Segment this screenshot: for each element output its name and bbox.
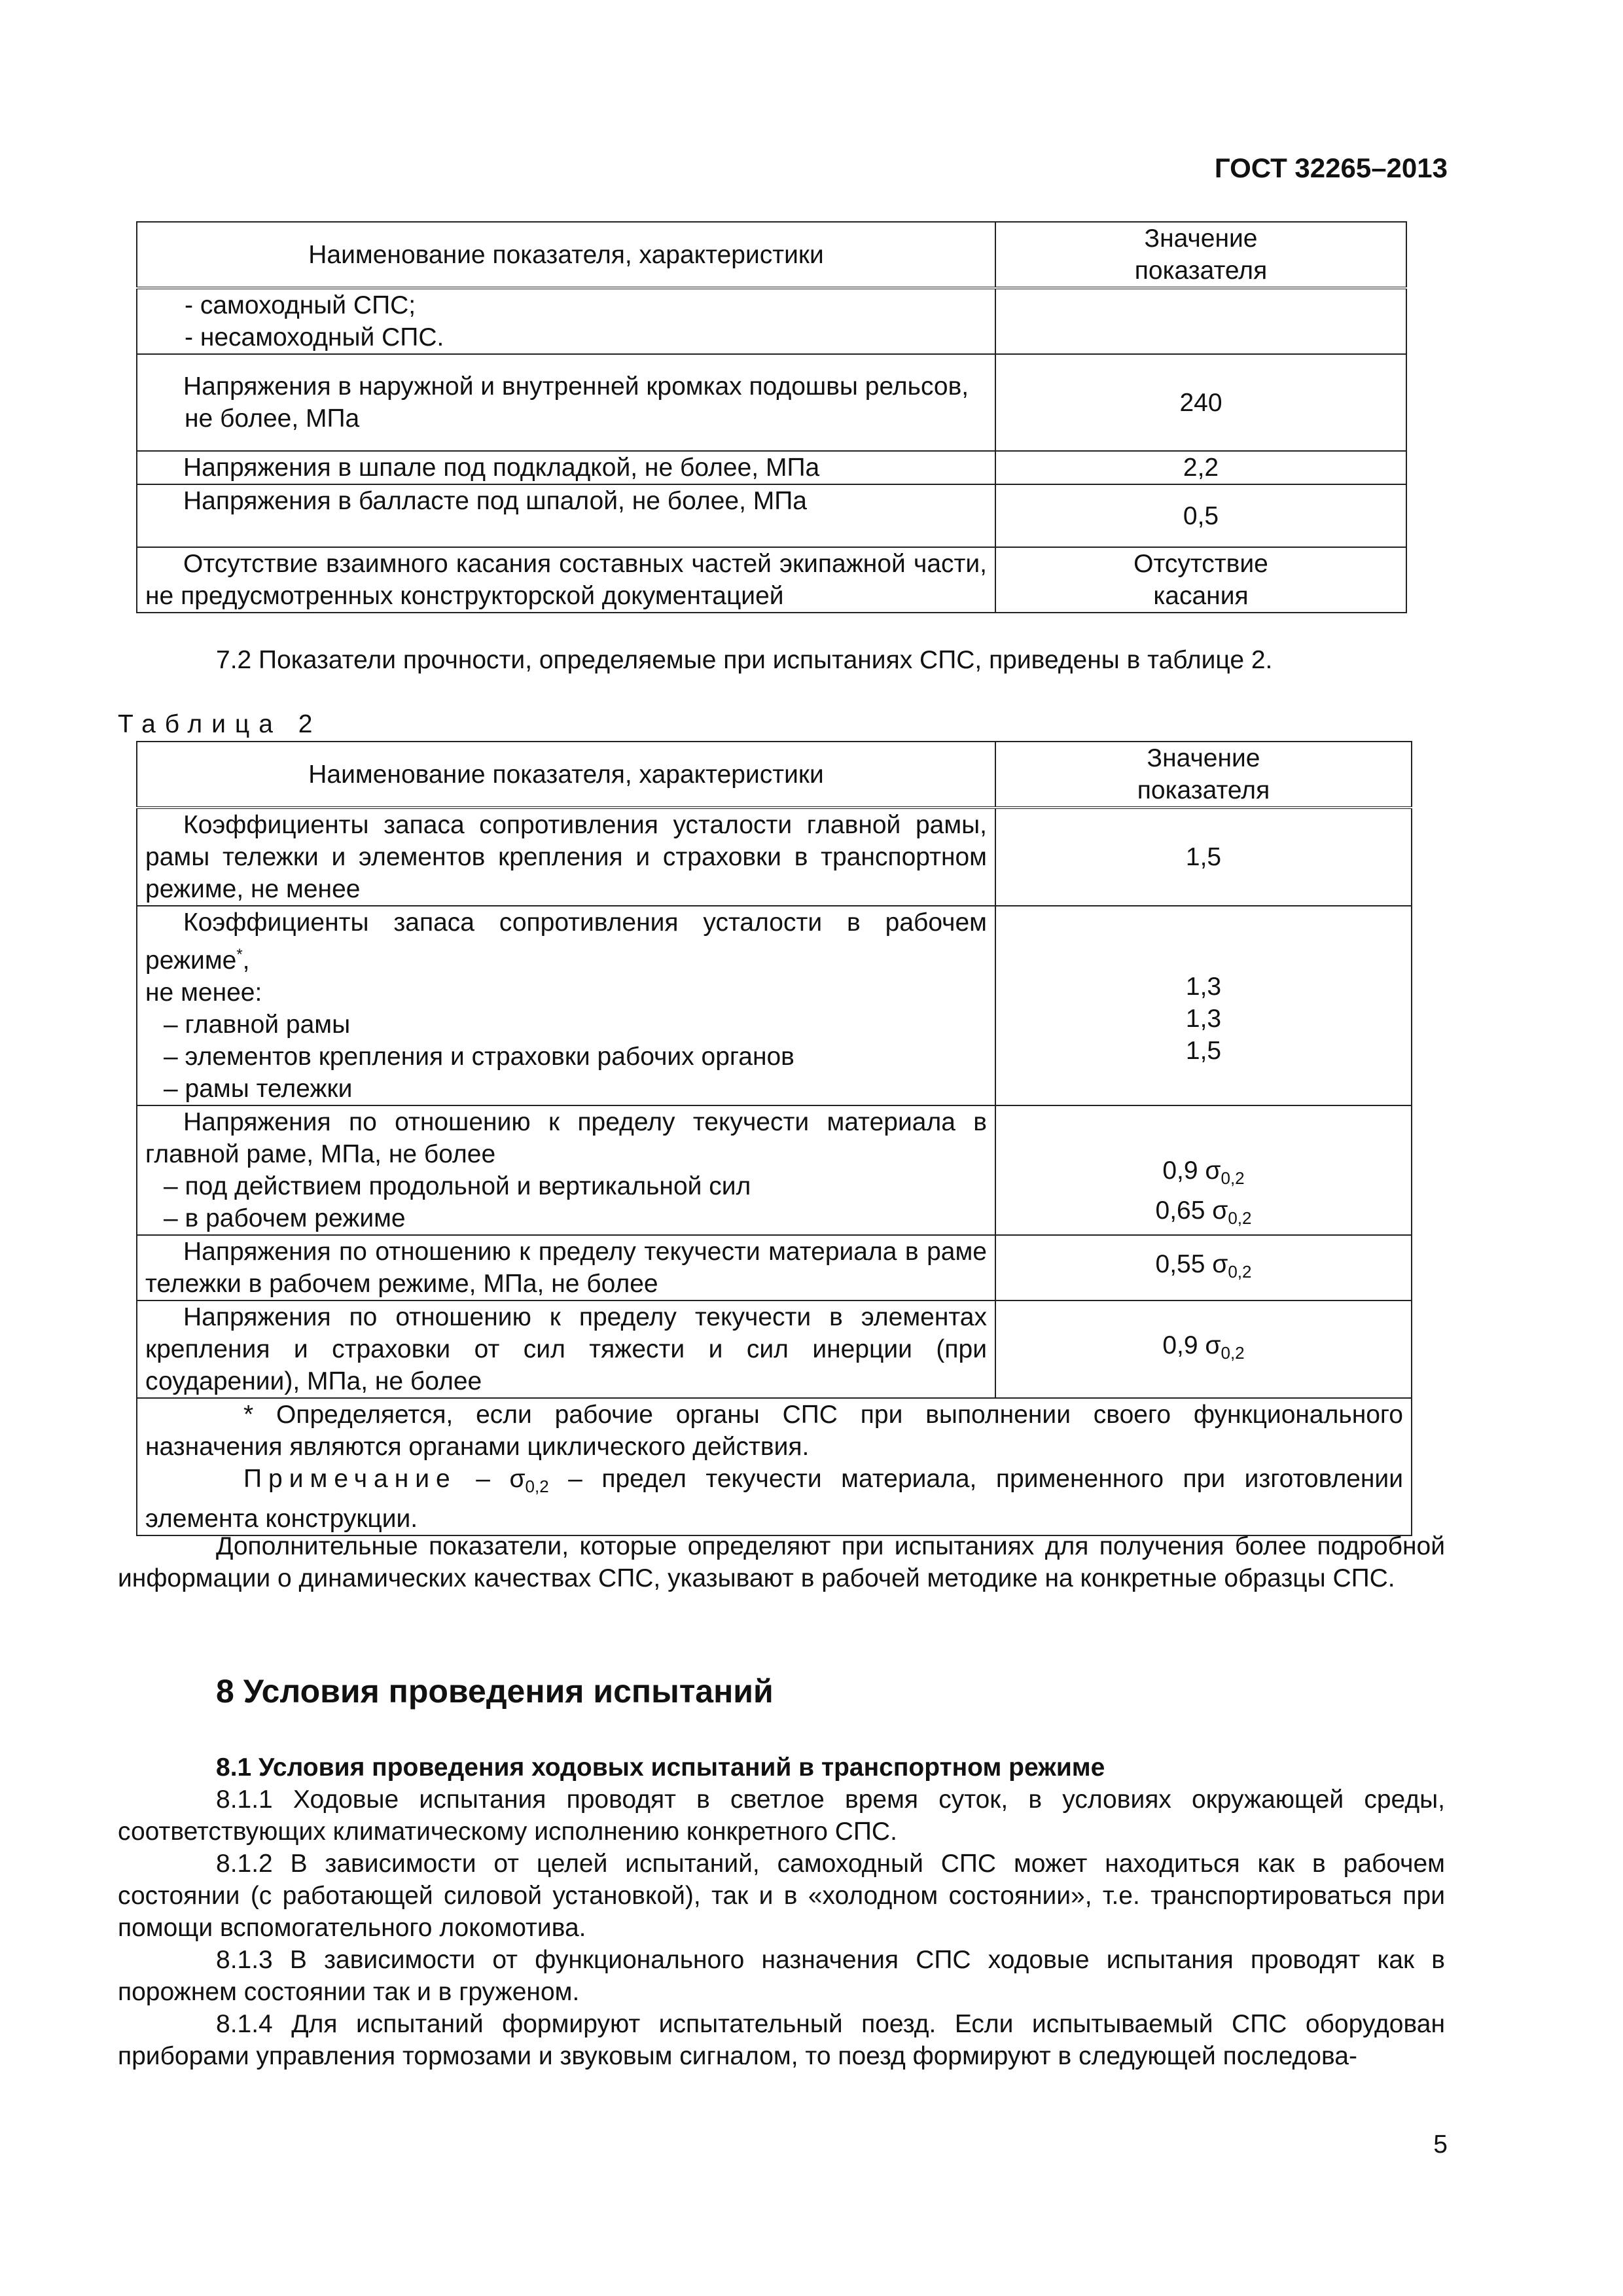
paragraph-8-1-2: 8.1.2 В зависимости от целей испытаний, самоходный СПС может находиться как в рабочем состоянии (с работающей силовой установкой), так и в «холодном состоянии», т.е. транспортироваться при помощи вспомогательного локомотива. bbox=[118, 1850, 1445, 1942]
table-row bbox=[137, 906, 1412, 1105]
table-1-continuation bbox=[136, 221, 1407, 613]
row-value: 1,5 bbox=[1185, 1037, 1222, 1065]
table-row bbox=[137, 1105, 1412, 1235]
list-item: - несамоходный СПС. bbox=[185, 323, 444, 351]
column-header-value-line1: Значение bbox=[1147, 744, 1260, 772]
row-value-line1: Отсутствие bbox=[1133, 550, 1268, 578]
row-text: Напряжения в наружной и внутренней кромках подошвы рельсов, bbox=[183, 372, 969, 401]
table-row bbox=[137, 288, 1406, 354]
table-2 bbox=[136, 741, 1412, 1536]
row-name bbox=[137, 484, 995, 547]
row-text: Напряжения по отношению к пределу текучести материала в раме тележки в рабочем режиме, МПа, не более bbox=[145, 1238, 987, 1298]
table-row bbox=[137, 1235, 1412, 1300]
note-subscript: 0,2 bbox=[525, 1477, 549, 1496]
row-values bbox=[995, 906, 1412, 1105]
row-value: 1,3 bbox=[1185, 1005, 1222, 1033]
row-text-comma: , bbox=[242, 946, 250, 975]
row-value-line2: касания bbox=[1153, 582, 1249, 610]
row-text: Напряжения по отношению к пределу текучести в элементах крепления и страховки от сил тяжести и сил инерции (при соударении), МПа, не более bbox=[145, 1303, 987, 1395]
column-header-name: Наименование показателя, характеристики bbox=[137, 222, 995, 288]
row-text: Напряжения по отношению к пределу текучести материала в главной раме, МПа, не более bbox=[145, 1108, 987, 1168]
paragraph-7-2 bbox=[118, 644, 1445, 676]
footnote-marker: * bbox=[236, 946, 243, 963]
row-name bbox=[137, 1105, 995, 1235]
row-value bbox=[1004, 1155, 1403, 1194]
section-8-title: 8 Условия проведения испытаний bbox=[216, 1673, 774, 1710]
value-base: 0,9 σ bbox=[1162, 1331, 1221, 1359]
row-text-main: Коэффициенты запаса сопротивления усталости в рабочем режиме bbox=[145, 908, 987, 975]
value-subscript: 0,2 bbox=[1221, 1343, 1245, 1363]
paragraph-8-1-1: 8.1.1 Ходовые испытания проводят в светлое время суток, в условиях окружающей среды, соответствующих климатическому исполнению конкретного СПС. bbox=[118, 1785, 1445, 1846]
table-row bbox=[137, 1300, 1412, 1398]
column-header-name: Наименование показателя, характеристики bbox=[137, 742, 995, 808]
table-row bbox=[137, 808, 1412, 906]
column-header-value bbox=[995, 222, 1406, 288]
value-subscript: 0,2 bbox=[1228, 1261, 1252, 1282]
footnote: * Определяется, если рабочие органы СПС при выполнении своего функционального назначения являются органами циклического действия. bbox=[145, 1401, 1403, 1461]
row-values bbox=[995, 1105, 1412, 1235]
column-header-value-line1: Значение bbox=[1144, 224, 1258, 253]
section-8-1 bbox=[118, 1751, 1445, 2072]
table-row bbox=[137, 547, 1406, 613]
table-row bbox=[137, 484, 1406, 547]
row-text-tail: не более, МПа bbox=[185, 404, 360, 433]
row-value: 0,5 bbox=[995, 484, 1406, 547]
list-item: – в рабочем режиме bbox=[164, 1204, 406, 1232]
row-name bbox=[137, 1235, 995, 1300]
subsection-8-1-title: 8.1 Условия проведения ходовых испытаний в транспортном режиме bbox=[216, 1753, 1105, 1782]
paragraph-additional bbox=[118, 1530, 1445, 1594]
table-2-label: Таблица 2 bbox=[118, 710, 322, 738]
list-item: – рамы тележки bbox=[164, 1075, 353, 1103]
row-name bbox=[137, 906, 995, 1105]
table-note bbox=[145, 1463, 1403, 1535]
value-base: 0,55 σ bbox=[1155, 1249, 1228, 1278]
paragraph-8-1-3: 8.1.3 В зависимости от функционального назначения СПС ходовые испытания проводят как в порожнем состоянии так и в груженом. bbox=[118, 1946, 1445, 2006]
table-row bbox=[137, 451, 1406, 484]
column-header-value-line2: показателя bbox=[1134, 257, 1268, 285]
list-item: – под действием продольной и вертикальной сил bbox=[164, 1172, 751, 1200]
list-item: – элементов крепления и страховки рабочих органов bbox=[164, 1043, 794, 1071]
row-text-tail: не менее: bbox=[145, 978, 262, 1007]
table-row bbox=[137, 354, 1406, 451]
row-text: Отсутствие взаимного касания составных частей экипажной части, не предусмотренных конструкторской документацией bbox=[145, 550, 987, 610]
row-value bbox=[995, 1235, 1412, 1300]
table-footnote-row bbox=[137, 1398, 1412, 1535]
row-value: 1,3 bbox=[1185, 973, 1222, 1001]
list-item: – главной рамы bbox=[164, 1011, 351, 1039]
table-header-row bbox=[137, 742, 1412, 808]
row-value: 1,5 bbox=[995, 808, 1412, 906]
paragraph-text: 7.2 Показатели прочности, определяемые при испытаниях СПС, приведены в таблице 2. bbox=[216, 646, 1273, 674]
row-text: Напряжения в балласте под шпалой, не более, МПа bbox=[183, 487, 807, 515]
value-base: 0,65 σ bbox=[1155, 1196, 1228, 1225]
row-value: 2,2 bbox=[995, 451, 1406, 484]
row-value bbox=[995, 1300, 1412, 1398]
table-footnote-cell bbox=[137, 1398, 1412, 1535]
row-name bbox=[137, 354, 995, 451]
row-text bbox=[145, 906, 987, 977]
row-name bbox=[137, 808, 995, 906]
column-header-value bbox=[995, 742, 1412, 808]
note-dash: – σ bbox=[456, 1465, 526, 1493]
document-code: ГОСТ 32265–2013 bbox=[1214, 152, 1448, 183]
row-value bbox=[1004, 1194, 1403, 1234]
table-header-row bbox=[137, 222, 1406, 288]
paragraph-8-1-4: 8.1.4 Для испытаний формируют испытательный поезд. Если испытываемый СПС оборудован приборами управления тормозами и звуковым сигналом, то поезд формируют в следующей последова- bbox=[118, 2010, 1445, 2070]
row-name bbox=[137, 547, 995, 613]
note-label: Примечание bbox=[243, 1465, 457, 1493]
row-text: Напряжения в шпале под подкладкой, не более, МПа bbox=[183, 454, 820, 482]
value-subscript: 0,2 bbox=[1221, 1168, 1245, 1188]
row-name bbox=[137, 1300, 995, 1398]
note-text: – предел текучести материала, примененного при изготовлении элемента конструкции. bbox=[145, 1465, 1403, 1533]
list-item: - самоходный СПС; bbox=[185, 291, 416, 319]
value-subscript: 0,2 bbox=[1228, 1208, 1252, 1228]
row-value bbox=[995, 288, 1406, 354]
value-base: 0,9 σ bbox=[1162, 1157, 1221, 1185]
paragraph-text: Дополнительные показатели, которые определяют при испытаниях для получения более подробной информации о динамических качествах СПС, указывают в рабочей методике на конкретные образцы СПС. bbox=[118, 1532, 1445, 1592]
row-name bbox=[137, 451, 995, 484]
row-value bbox=[995, 547, 1406, 613]
row-value: 240 bbox=[995, 354, 1406, 451]
page-number: 5 bbox=[1433, 2130, 1448, 2159]
row-text: Коэффициенты запаса сопротивления усталости главной рамы, рамы тележки и элементов крепления и страховки в транспортном режиме, не менее bbox=[145, 811, 987, 903]
row-name bbox=[137, 288, 995, 354]
column-header-value-line2: показателя bbox=[1137, 776, 1270, 804]
